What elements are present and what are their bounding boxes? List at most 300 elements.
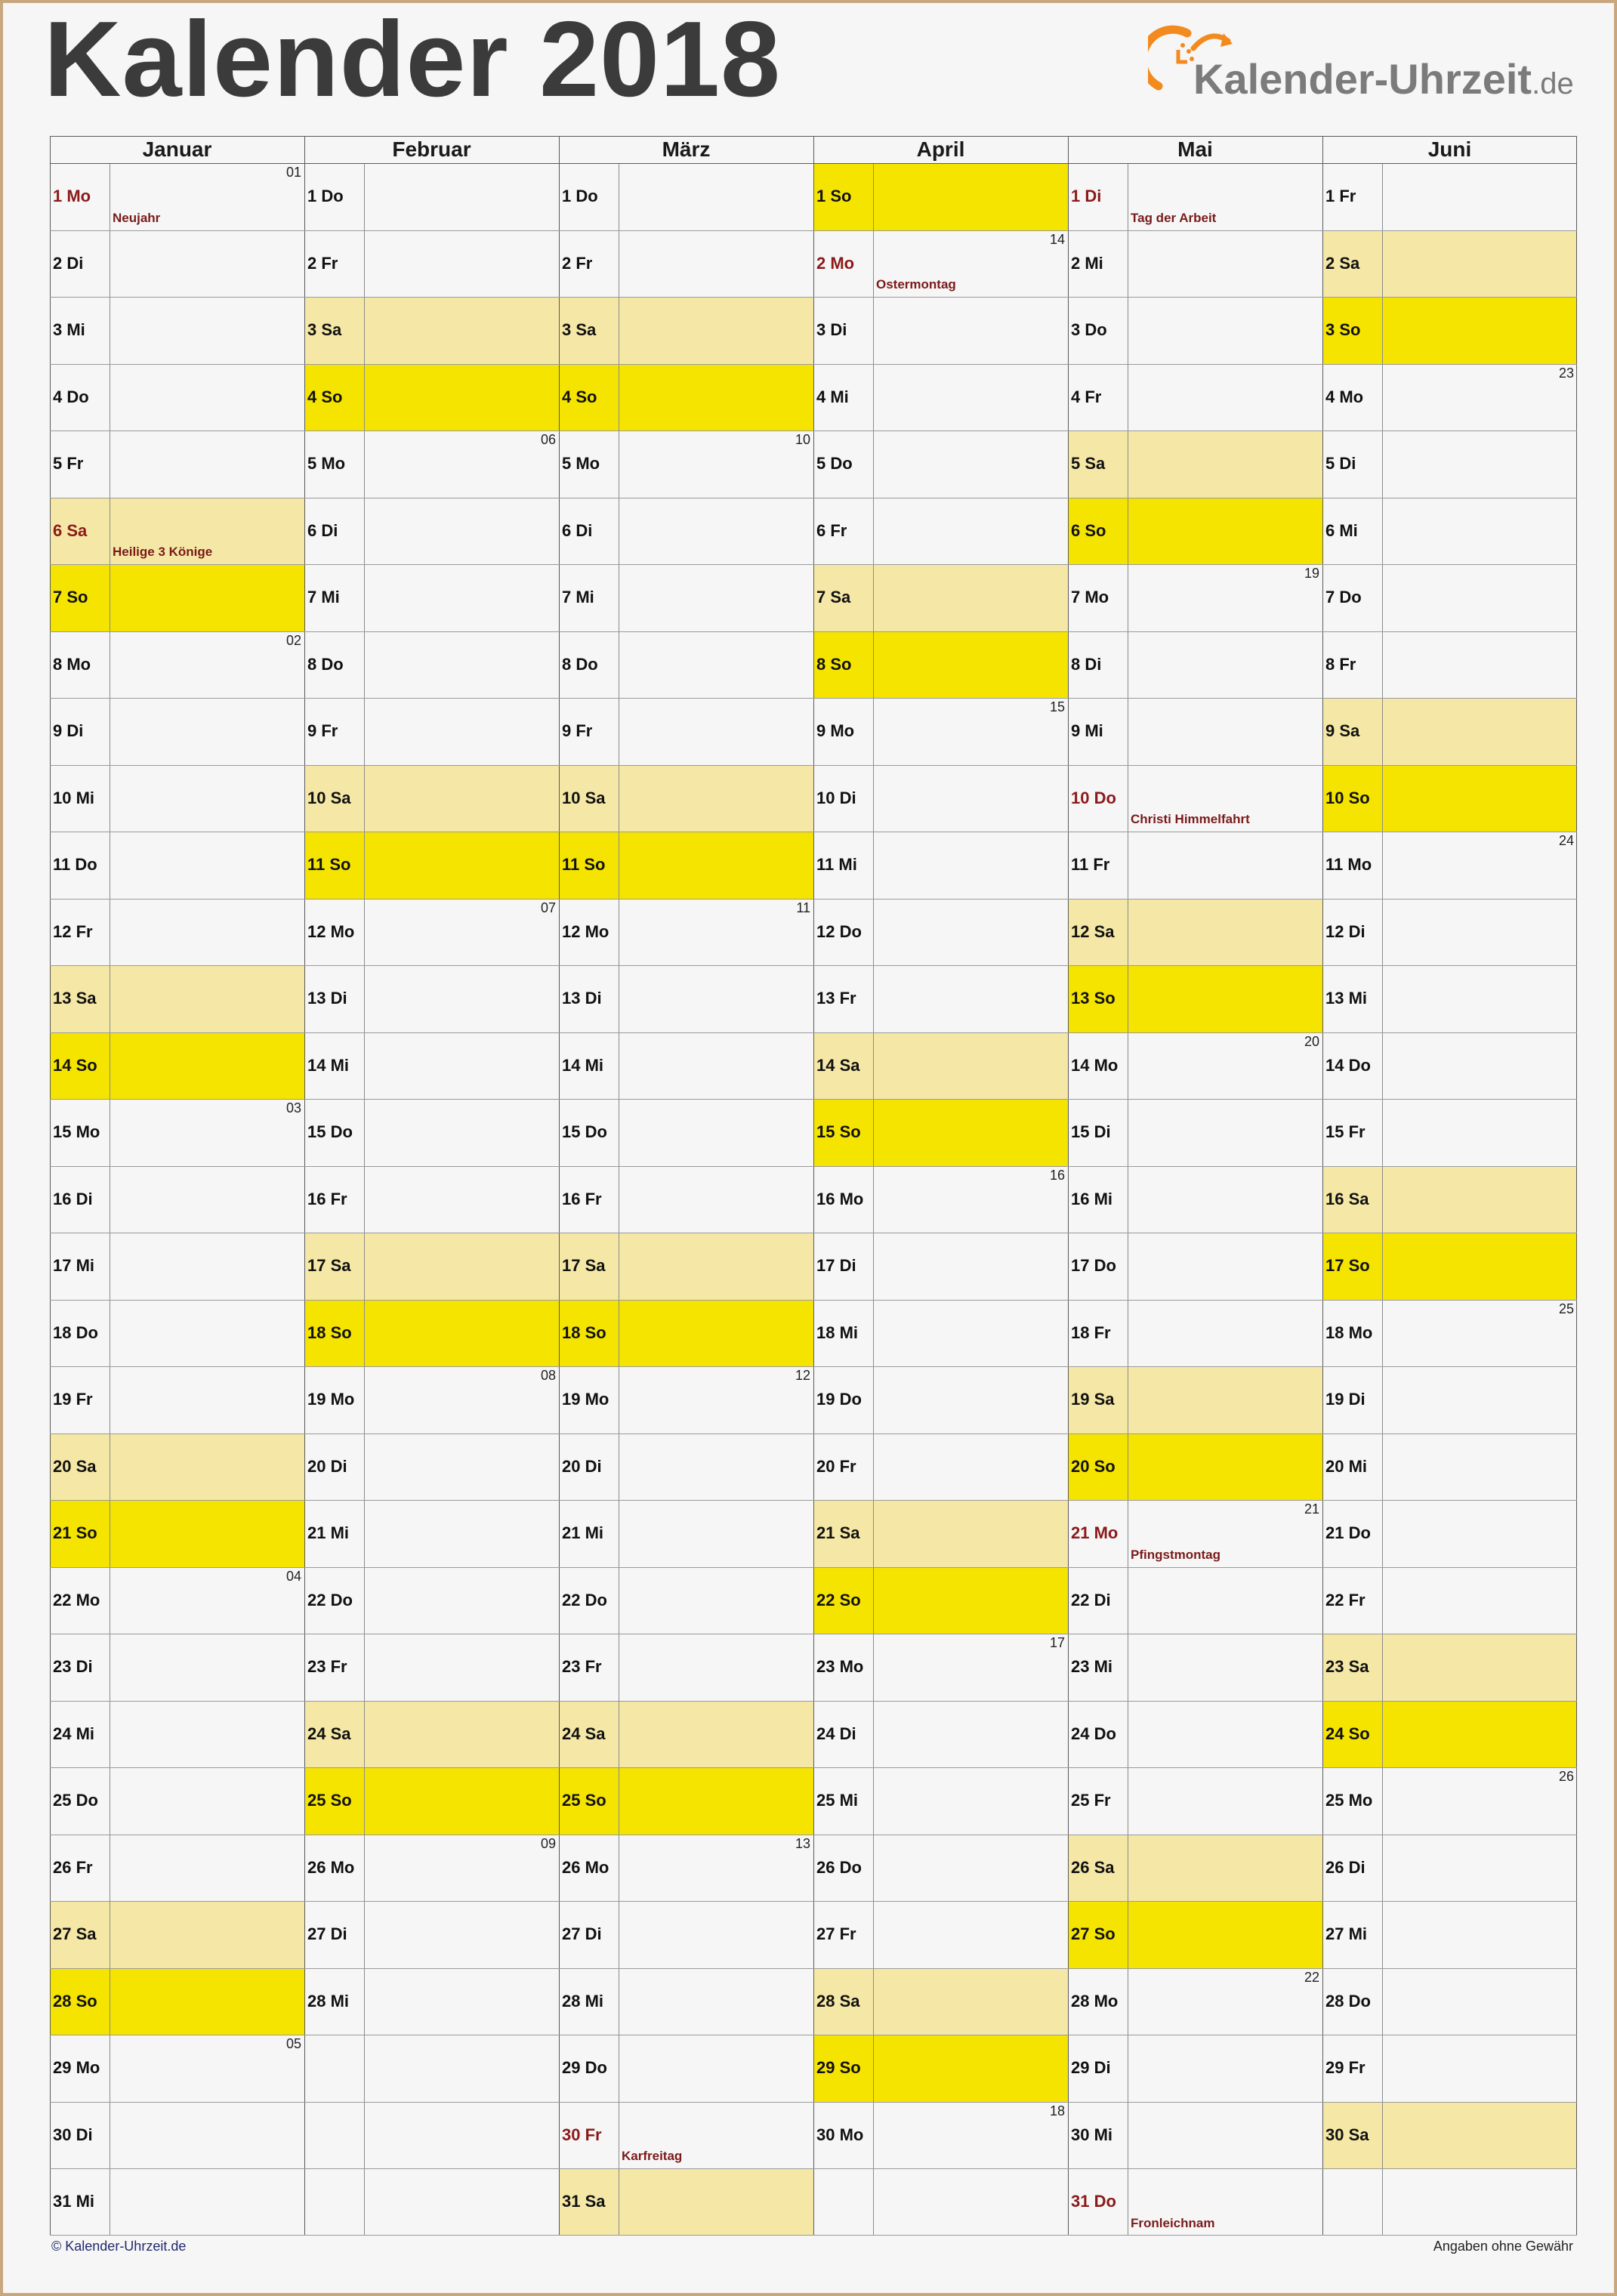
day-cell: [813, 1500, 1068, 1567]
day-cell: [304, 2168, 559, 2236]
day-label: 23 Sa: [1325, 1657, 1369, 1677]
day-label: 8 Do: [562, 654, 598, 674]
day-cell: [559, 1634, 813, 1701]
day-label: 26 Mo: [562, 1857, 609, 1877]
day-cell: [1068, 698, 1322, 765]
day-label: 18 So: [562, 1322, 606, 1342]
row-border: [50, 364, 1577, 365]
day-cell: [50, 832, 304, 899]
day-label: 14 So: [53, 1055, 97, 1075]
day-cell: [304, 1500, 559, 1567]
day-label: 13 Sa: [53, 989, 97, 1008]
logo-name: Kalender-Uhrzeit: [1193, 55, 1532, 103]
day-cell: [304, 765, 559, 832]
day-cell: [1322, 1634, 1577, 1701]
holiday-name: Christi Himmelfahrt: [1131, 812, 1250, 826]
day-cell: [1068, 1968, 1322, 2035]
day-cell: [304, 2035, 559, 2102]
day-label: 17 Do: [1071, 1256, 1116, 1276]
day-label: 16 Mi: [1071, 1189, 1113, 1208]
day-cell: [813, 564, 1068, 631]
row-border: [50, 230, 1577, 231]
day-label: 18 Do: [53, 1322, 98, 1342]
day-label: 1 Fr: [1325, 187, 1356, 206]
day-label: 28 Mi: [562, 1991, 604, 2011]
month-header: Mai: [1177, 137, 1213, 161]
day-label: 12 Sa: [1071, 921, 1115, 941]
day-label: 8 Do: [307, 654, 344, 674]
day-cell: [1068, 1634, 1322, 1701]
month-border: [50, 136, 51, 2236]
day-label: 3 So: [1325, 320, 1361, 340]
day-label: 10 Sa: [307, 788, 351, 807]
row-border: [50, 430, 1577, 431]
day-cell: [1068, 1032, 1322, 1100]
day-cell: [50, 430, 304, 498]
day-cell: [1068, 163, 1322, 230]
holiday-name: Fronleichnam: [1131, 2215, 1215, 2230]
day-label: 25 So: [562, 1791, 606, 1810]
day-label: 21 Sa: [816, 1523, 860, 1543]
day-cell: [50, 498, 304, 565]
week-number: 23: [1558, 365, 1574, 381]
day-cell: [1322, 2102, 1577, 2169]
day-cell: [1068, 899, 1322, 966]
logo: [1148, 20, 1578, 110]
day-label: 22 So: [816, 1590, 861, 1609]
day-cell: [1068, 430, 1322, 498]
day-label: 19 Mo: [562, 1390, 609, 1409]
footer-disclaimer: Angaben ohne Gewähr: [1433, 2239, 1573, 2254]
week-number: 06: [540, 432, 556, 447]
month-border: [559, 136, 560, 2236]
day-cell: [50, 899, 304, 966]
page-title: Kalender 2018: [44, 0, 782, 119]
week-number: 01: [285, 165, 301, 180]
day-cell: [304, 430, 559, 498]
day-label: 6 Di: [562, 520, 593, 540]
day-label: 3 Sa: [562, 320, 597, 340]
logo-tld: .de: [1532, 67, 1574, 100]
day-label: 19 Do: [816, 1390, 862, 1409]
day-cell: [813, 1634, 1068, 1701]
day-cell: [813, 2168, 1068, 2236]
day-cell: [1322, 564, 1577, 631]
row-border: [50, 1166, 1577, 1167]
day-cell: [304, 965, 559, 1032]
day-label: 23 Mi: [1071, 1657, 1113, 1677]
day-label: 14 Sa: [816, 1055, 860, 1075]
day-label: 11 Fr: [1071, 855, 1110, 875]
day-label: 10 So: [1325, 788, 1370, 807]
day-label: 22 Do: [307, 1590, 353, 1609]
day-cell: [559, 765, 813, 832]
day-cell: [304, 1701, 559, 1768]
day-label: 5 Di: [1325, 454, 1356, 474]
day-label: 25 Do: [53, 1791, 98, 1810]
day-label: 25 Mi: [816, 1791, 859, 1810]
day-label: 4 Do: [53, 387, 89, 406]
day-cell: [1322, 1300, 1577, 1367]
day-cell: [1322, 1968, 1577, 2035]
day-cell: [1068, 1500, 1322, 1567]
day-cell: [559, 631, 813, 699]
day-cell: [304, 832, 559, 899]
day-label: 26 Mo: [307, 1857, 355, 1877]
holiday-name: Neujahr: [113, 210, 161, 225]
day-cell: [1068, 1901, 1322, 1968]
day-label: 19 Fr: [53, 1390, 93, 1409]
row-border: [50, 1701, 1577, 1702]
week-number: 21: [1304, 1501, 1319, 1517]
day-cell: [50, 364, 304, 431]
month-border: [1576, 136, 1577, 2236]
day-cell: [813, 1701, 1068, 1768]
day-cell: [304, 899, 559, 966]
day-label: 6 Mi: [1325, 520, 1358, 540]
day-label: 13 Fr: [816, 989, 856, 1008]
holiday-name: Ostermontag: [876, 277, 956, 292]
day-label: 14 Mo: [1071, 1055, 1119, 1075]
day-label: 20 Sa: [53, 1456, 97, 1476]
day-cell: [559, 297, 813, 364]
day-label: 14 Mi: [562, 1055, 604, 1075]
row-border: [50, 1567, 1577, 1568]
week-number: 12: [795, 1368, 810, 1383]
day-cell: [559, 1701, 813, 1768]
day-cell: [50, 1366, 304, 1433]
day-label: 20 Di: [562, 1456, 602, 1476]
day-cell: [304, 1233, 559, 1300]
row-border: [50, 765, 1577, 766]
day-cell: [1068, 2168, 1322, 2236]
day-cell: [304, 1366, 559, 1433]
day-cell: [1322, 1835, 1577, 1902]
month-header: Januar: [142, 137, 212, 161]
day-label: 15 Fr: [1325, 1122, 1366, 1142]
day-cell: [50, 1433, 304, 1501]
day-cell: [1322, 965, 1577, 1032]
day-cell: [50, 564, 304, 631]
day-cell: [1322, 1166, 1577, 1233]
day-label: 12 Do: [816, 921, 862, 941]
day-label: 10 Mi: [53, 788, 95, 807]
day-label: 13 Di: [562, 989, 602, 1008]
row-border: [50, 1767, 1577, 1768]
day-cell: [304, 1567, 559, 1634]
day-label: 31 Mi: [53, 2192, 95, 2211]
day-label: 7 Sa: [816, 588, 851, 607]
row-border: [50, 1968, 1577, 1969]
day-label: 7 Mi: [562, 588, 594, 607]
day-cell: [50, 297, 304, 364]
day-label: 28 So: [53, 1991, 97, 2011]
day-label: 23 Fr: [562, 1657, 602, 1677]
week-number: 19: [1304, 566, 1319, 581]
day-label: 27 Di: [307, 1924, 347, 1944]
day-cell: [813, 765, 1068, 832]
day-label: 15 Di: [1071, 1122, 1111, 1142]
day-label: 1 So: [816, 187, 852, 206]
day-label: 10 Di: [816, 788, 856, 807]
day-cell: [559, 430, 813, 498]
day-cell: [304, 1166, 559, 1233]
week-number: 05: [285, 2036, 301, 2051]
day-cell: [559, 1300, 813, 1367]
day-cell: [813, 1233, 1068, 1300]
day-cell: [813, 1901, 1068, 1968]
day-label: 29 Di: [1071, 2058, 1111, 2078]
day-cell: [559, 1099, 813, 1166]
row-border: [50, 698, 1577, 699]
day-cell: [50, 230, 304, 298]
day-label: 13 Di: [307, 989, 347, 1008]
day-cell: [559, 2102, 813, 2169]
day-cell: [1322, 230, 1577, 298]
day-label: 11 So: [307, 855, 351, 875]
month-header: März: [662, 137, 711, 161]
day-label: 28 Sa: [816, 1991, 860, 2011]
day-label: 21 Do: [1325, 1523, 1371, 1543]
day-label: 5 Mo: [307, 454, 346, 474]
day-cell: [559, 230, 813, 298]
day-cell: [50, 965, 304, 1032]
day-label: 6 Sa: [53, 520, 88, 540]
week-number: 08: [540, 1368, 556, 1383]
day-label: 25 Fr: [1071, 1791, 1111, 1810]
day-cell: [1322, 1701, 1577, 1768]
day-cell: [1322, 1032, 1577, 1100]
day-cell: [50, 1032, 304, 1100]
row-border: [50, 564, 1577, 565]
day-label: 6 So: [1071, 520, 1106, 540]
day-cell: [50, 698, 304, 765]
month-header: April: [916, 137, 965, 161]
day-label: 18 Fr: [1071, 1322, 1111, 1342]
day-cell: [1068, 832, 1322, 899]
day-cell: [559, 1567, 813, 1634]
day-label: 14 Do: [1325, 1055, 1371, 1075]
day-label: 9 Mi: [1071, 721, 1103, 741]
day-label: 9 Sa: [1325, 721, 1360, 741]
day-cell: [50, 1767, 304, 1835]
day-label: 12 Mo: [562, 921, 609, 941]
day-label: 14 Mi: [307, 1055, 350, 1075]
day-cell: [813, 2102, 1068, 2169]
day-cell: [1322, 1567, 1577, 1634]
day-label: 27 So: [1071, 1924, 1116, 1944]
week-number: 25: [1558, 1301, 1574, 1316]
day-cell: [1068, 965, 1322, 1032]
day-label: 19 Sa: [1071, 1390, 1115, 1409]
day-label: 24 Mi: [53, 1724, 95, 1743]
row-border: [50, 965, 1577, 966]
day-cell: [1068, 564, 1322, 631]
day-cell: [50, 2035, 304, 2102]
day-cell: [1068, 1701, 1322, 1768]
day-label: 30 Fr: [562, 2125, 602, 2144]
day-label: 4 Mi: [816, 387, 849, 406]
day-cell: [1068, 1300, 1322, 1367]
day-cell: [1068, 1166, 1322, 1233]
day-cell: [813, 2035, 1068, 2102]
day-cell: [50, 2168, 304, 2236]
day-label: 25 So: [307, 1791, 352, 1810]
day-cell: [50, 1901, 304, 1968]
day-label: 4 So: [562, 387, 597, 406]
day-label: 3 Mi: [53, 320, 85, 340]
day-label: 15 Do: [562, 1122, 607, 1142]
week-number: 18: [1049, 2103, 1065, 2119]
day-label: 8 Mo: [53, 654, 91, 674]
day-label: 22 Fr: [1325, 1590, 1366, 1609]
row-border: [50, 2235, 1577, 2236]
day-cell: [813, 1300, 1068, 1367]
day-cell: [1322, 163, 1577, 230]
day-cell: [559, 1166, 813, 1233]
day-cell: [304, 1901, 559, 1968]
day-label: 5 Do: [816, 454, 853, 474]
day-label: 22 Do: [562, 1590, 607, 1609]
row-border: [50, 136, 1577, 137]
week-number: 26: [1558, 1769, 1574, 1784]
arrow-icon: [1190, 27, 1236, 57]
row-border: [50, 2168, 1577, 2169]
day-label: 21 Mi: [307, 1523, 350, 1543]
day-cell: [50, 1701, 304, 1768]
day-cell: [304, 1300, 559, 1367]
week-number: 11: [796, 900, 810, 915]
day-label: 26 Sa: [1071, 1857, 1115, 1877]
column-divider: [873, 163, 874, 2236]
day-label: 12 Mo: [307, 921, 355, 941]
day-label: 24 Di: [816, 1724, 856, 1743]
day-label: 12 Di: [1325, 921, 1366, 941]
day-cell: [1322, 1233, 1577, 1300]
day-cell: [1068, 364, 1322, 431]
day-cell: [559, 1901, 813, 1968]
day-cell: [559, 2168, 813, 2236]
day-label: 2 Fr: [307, 253, 338, 273]
day-cell: [50, 631, 304, 699]
day-cell: [559, 965, 813, 1032]
day-label: 30 Di: [53, 2125, 93, 2144]
day-cell: [559, 698, 813, 765]
day-label: 28 Mi: [307, 1991, 350, 2011]
week-number: 17: [1049, 1635, 1065, 1650]
day-cell: [1322, 364, 1577, 431]
day-label: 17 Sa: [562, 1256, 606, 1276]
day-label: 16 Di: [53, 1189, 93, 1208]
day-label: 9 Mo: [816, 721, 855, 741]
day-cell: [50, 1968, 304, 2035]
day-label: 1 Do: [562, 187, 598, 206]
day-label: 18 So: [307, 1322, 352, 1342]
day-label: 2 Fr: [562, 253, 593, 273]
week-number: 10: [795, 432, 810, 447]
day-label: 11 Mo: [1325, 855, 1372, 875]
day-label: 25 Mo: [1325, 1791, 1373, 1810]
day-label: 18 Mo: [1325, 1322, 1373, 1342]
day-cell: [813, 631, 1068, 699]
day-label: 7 So: [53, 588, 88, 607]
day-cell: [1068, 1366, 1322, 1433]
day-cell: [1322, 1767, 1577, 1835]
day-cell: [813, 430, 1068, 498]
day-cell: [559, 1968, 813, 2035]
day-cell: [50, 1166, 304, 1233]
day-label: 24 Do: [1071, 1724, 1116, 1743]
day-label: 22 Mo: [53, 1590, 100, 1609]
day-label: 26 Do: [816, 1857, 862, 1877]
day-cell: [813, 498, 1068, 565]
day-label: 3 Sa: [307, 320, 342, 340]
day-cell: [559, 832, 813, 899]
day-label: 23 Mo: [816, 1657, 864, 1677]
day-cell: [1068, 498, 1322, 565]
day-cell: [304, 564, 559, 631]
day-cell: [50, 2102, 304, 2169]
day-cell: [813, 297, 1068, 364]
day-label: 29 So: [816, 2058, 861, 2078]
day-label: 16 Fr: [307, 1189, 347, 1208]
day-label: 9 Fr: [307, 721, 338, 741]
day-cell: [813, 364, 1068, 431]
row-border: [50, 1032, 1577, 1033]
day-label: 11 Mi: [816, 855, 857, 875]
row-border: [50, 297, 1577, 298]
day-label: 21 So: [53, 1523, 97, 1543]
day-label: 29 Mo: [53, 2058, 100, 2078]
day-cell: [559, 364, 813, 431]
holiday-name: Tag der Arbeit: [1131, 210, 1217, 225]
day-label: 9 Di: [53, 721, 84, 741]
day-label: 8 So: [816, 654, 852, 674]
day-label: 2 Di: [53, 253, 84, 273]
day-cell: [1068, 1835, 1322, 1902]
day-label: 30 Mi: [1071, 2125, 1113, 2144]
day-cell: [304, 1099, 559, 1166]
day-cell: [813, 1767, 1068, 1835]
day-cell: [813, 1433, 1068, 1501]
row-border: [50, 1300, 1577, 1301]
day-label: 13 So: [1071, 989, 1116, 1008]
day-label: 8 Fr: [1325, 654, 1356, 674]
day-cell: [559, 1835, 813, 1902]
day-cell: [50, 1300, 304, 1367]
day-cell: [813, 1032, 1068, 1100]
day-label: 30 Sa: [1325, 2125, 1369, 2144]
week-number: 15: [1049, 699, 1065, 714]
day-cell: [50, 1500, 304, 1567]
day-label: 7 Mi: [307, 588, 340, 607]
day-label: 24 So: [1325, 1724, 1370, 1743]
day-label: 7 Mo: [1071, 588, 1109, 607]
day-label: 1 Di: [1071, 187, 1102, 206]
day-cell: [304, 1634, 559, 1701]
day-label: 3 Do: [1071, 320, 1107, 340]
day-cell: [1322, 297, 1577, 364]
week-number: 14: [1049, 231, 1065, 247]
column-divider: [1382, 163, 1383, 2236]
day-cell: [50, 1099, 304, 1166]
day-cell: [304, 1968, 559, 2035]
day-label: 29 Do: [562, 2058, 607, 2078]
day-label: 24 Sa: [562, 1724, 606, 1743]
day-cell: [304, 1433, 559, 1501]
day-cell: [813, 230, 1068, 298]
day-cell: [1068, 1433, 1322, 1501]
